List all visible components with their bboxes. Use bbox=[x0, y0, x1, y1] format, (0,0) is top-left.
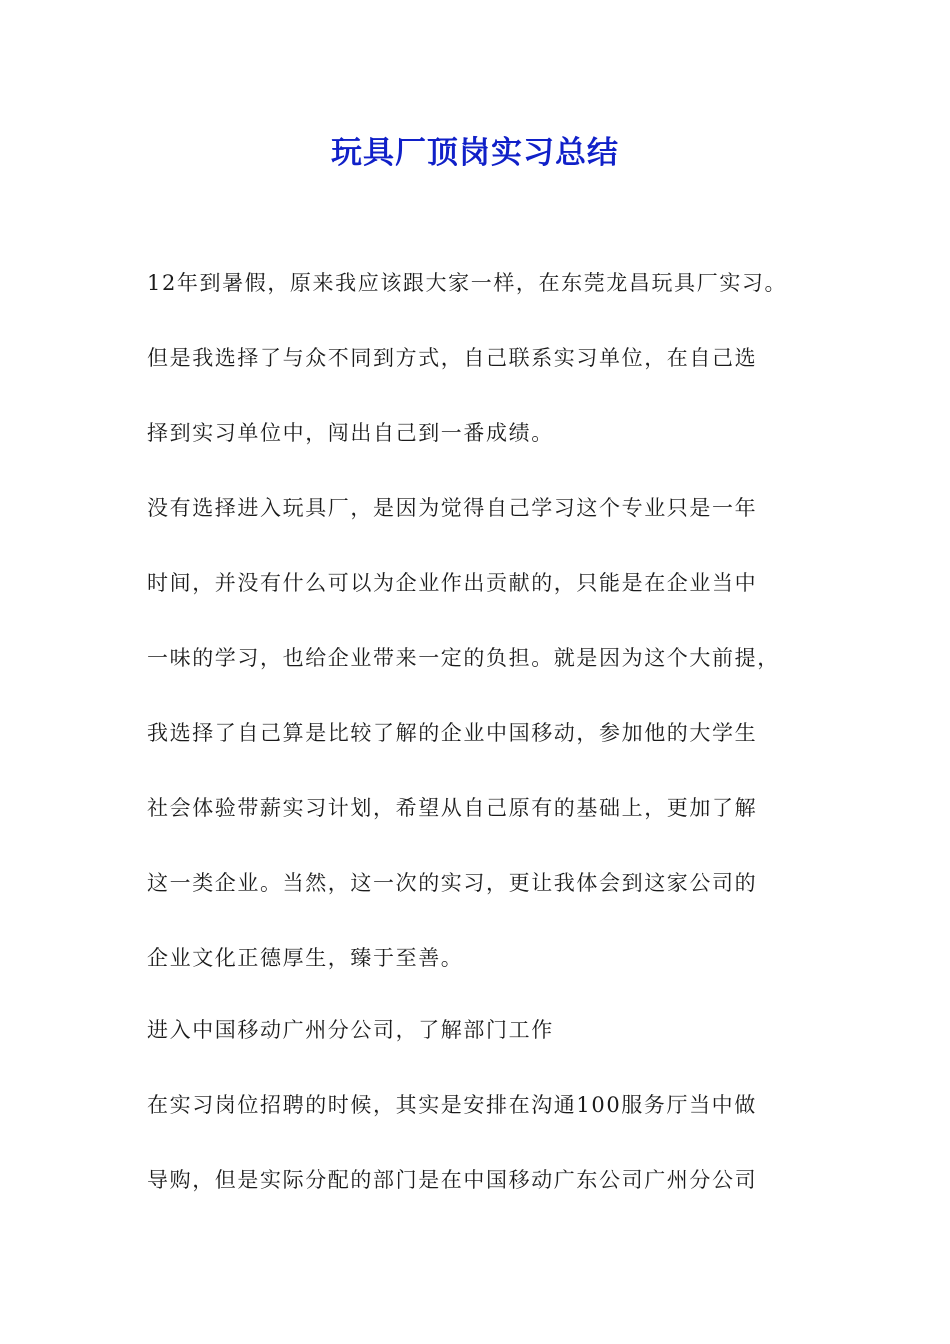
paragraph-line: 没有选择进入玩具厂，是因为觉得自己学习这个专业只是一年 bbox=[147, 496, 758, 520]
paragraph-line: 导购，但是实际分配的部门是在中国移动广东公司广州分公司 bbox=[147, 1168, 758, 1192]
paragraph-line: 12年到暑假，原来我应该跟大家一样，在东莞龙昌玩具厂实习。 bbox=[147, 271, 788, 295]
paragraph-line: 时间，并没有什么可以为企业作出贡献的，只能是在企业当中 bbox=[147, 571, 758, 595]
paragraph-line: 择到实习单位中，闯出自己到一番成绩。 bbox=[147, 421, 554, 445]
paragraph-line: 企业文化正德厚生，臻于至善。 bbox=[147, 946, 464, 970]
paragraph-line: 我选择了自己算是比较了解的企业中国移动，参加他的大学生 bbox=[147, 721, 758, 745]
paragraph-line: 社会体验带薪实习计划，希望从自己原有的基础上，更加了解 bbox=[147, 796, 758, 820]
document-title: 玩具厂顶岗实习总结 bbox=[331, 135, 619, 171]
section-heading-line: 进入中国移动广州分公司，了解部门工作 bbox=[147, 1018, 554, 1042]
paragraph-line: 一味的学习，也给企业带来一定的负担。就是因为这个大前提， bbox=[147, 646, 780, 670]
paragraph-line: 在实习岗位招聘的时候，其实是安排在沟通100服务厅当中做 bbox=[147, 1093, 757, 1117]
paragraph-line: 但是我选择了与众不同到方式，自己联系实习单位，在自己选 bbox=[147, 346, 758, 370]
paragraph-line: 这一类企业。当然，这一次的实习，更让我体会到这家公司的 bbox=[147, 871, 758, 895]
